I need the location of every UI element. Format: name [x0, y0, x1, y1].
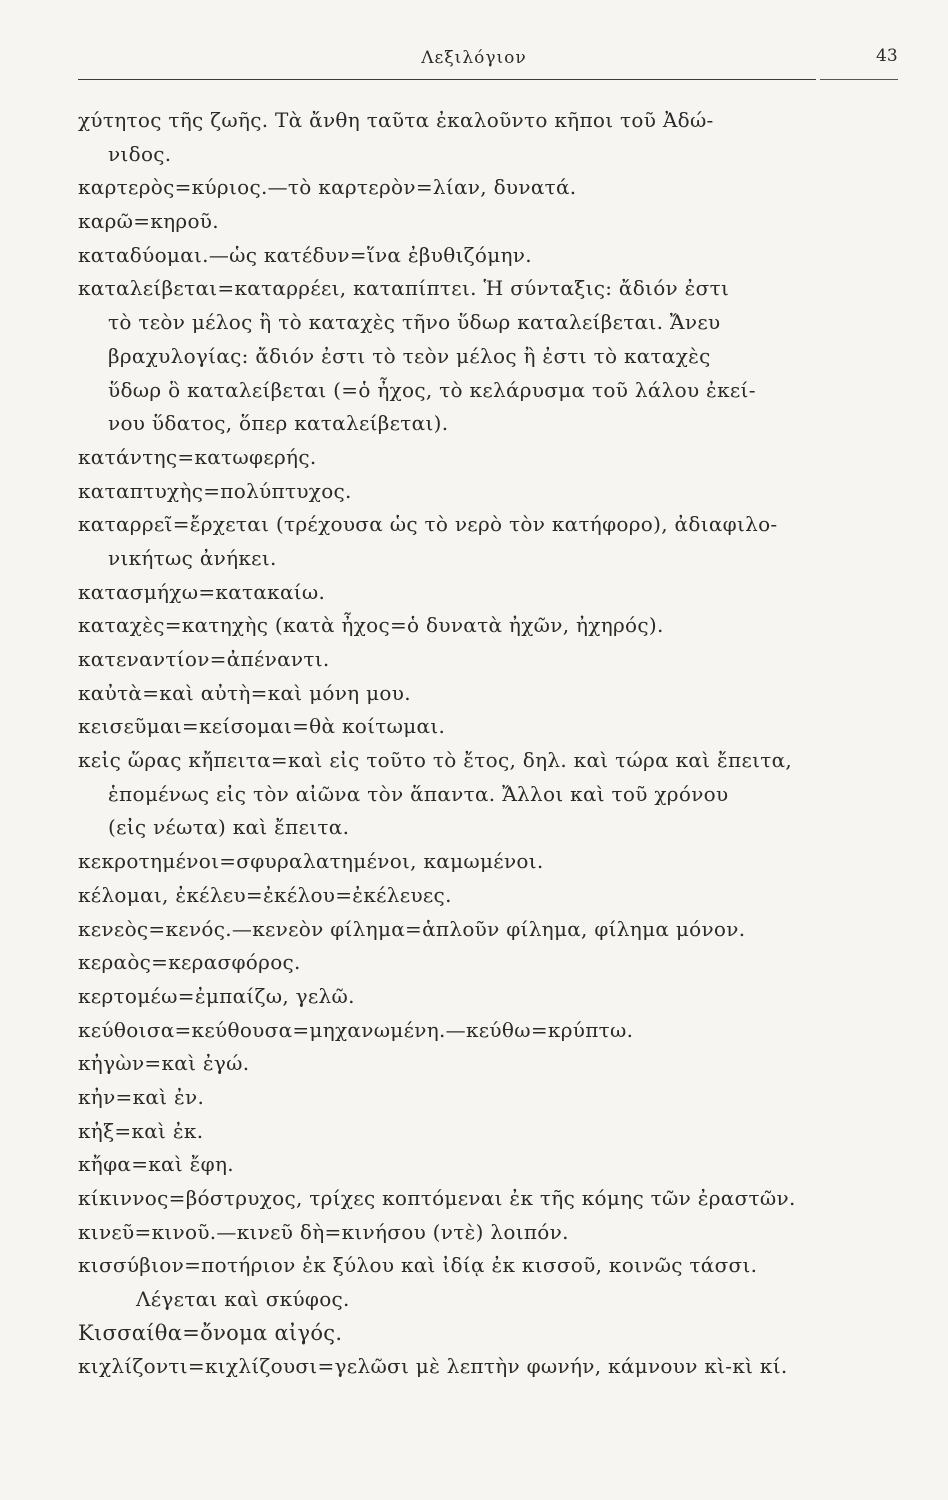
glossary-entry: καταπτυχὴς=πολύπτυχος.	[78, 478, 352, 503]
glossary-entry: κεισεῦμαι=κείσομαι=θὰ κοίτωμαι.	[78, 714, 446, 739]
header-rule	[78, 79, 816, 80]
text-line: νιδος.	[108, 141, 172, 166]
glossary-entry: κενεὸς=κενός.—κενεὸν φίλημα=ἁπλοῦν φίλημα, φίλημα μόνον.	[78, 916, 746, 941]
text-line: νικήτως ἀνήκει.	[108, 545, 277, 570]
text-line: τὸ τεὸν μέλος ἢ τὸ καταχὲς τῆνο ὕδωρ καταλείβεται. Ἄνευ	[108, 310, 721, 335]
glossary-entry: κινεῦ=κινοῦ.—κινεῦ δὴ=κινήσου (ντὲ) λοιπόν.	[78, 1219, 569, 1244]
glossary-entry: κεἰς ὥρας κἤπειτα=καὶ εἰς τοῦτο τὸ ἔτος, δηλ. καὶ τώρα καὶ ἔπειτα,	[78, 748, 793, 773]
running-header-title: Λεξιλόγιον	[421, 48, 527, 68]
glossary-entry: κἠξ=καὶ ἐκ.	[78, 1118, 204, 1143]
text-line: βραχυλογίας: ἄδιόν ἐστι τὸ τεὸν μέλος ἢ ἐστι τὸ καταχὲς	[108, 343, 711, 368]
text-line: (εἰς νέωτα) καὶ ἔπειτα.	[108, 815, 350, 840]
glossary-entry: καταρρεῖ=ἔρχεται (τρέχουσα ὡς τὸ νερὸ τὸν κατήφορο), ἀδιαφιλο-	[78, 512, 778, 537]
glossary-entry: κιχλίζοντι=κιχλίζουσι=γελῶσι μὲ λεπτὴν φωνήν, κάμνουν κὶ-κὶ κί.	[78, 1354, 788, 1379]
glossary-entry: Κισσαίθα=ὄνομα αἰγός.	[78, 1320, 343, 1345]
text-line: νου ὕδατος, ὅπερ καταλείβεται).	[108, 411, 449, 436]
glossary-entry: καταχὲς=κατηχὴς (κατὰ ἦχος=ὁ δυνατὰ ἠχῶν, ἠχηρός).	[78, 613, 664, 638]
glossary-entry: κἤφα=καὶ ἔφη.	[78, 1152, 234, 1177]
glossary-entry: καὐτὰ=καὶ αὐτὴ=καὶ μόνη μου.	[78, 680, 411, 705]
glossary-entry: κεκροτημένοι=σφυραλατημένοι, καμωμένοι.	[78, 849, 544, 874]
glossary-entry: κατασμήχω=κατακαίω.	[78, 579, 326, 604]
header-rule-short	[820, 79, 898, 80]
glossary-entry: καρῶ=κηροῦ.	[78, 209, 219, 234]
glossary-entry: καταλείβεται=καταρρέει, καταπίπτει. Ἡ σύνταξις: ἄδιόν ἐστι	[78, 276, 730, 301]
text-line: ὕδωρ ὃ καταλείβεται (=ὁ ἦχος, τὸ κελάρυσμα τοῦ λάλου ἐκεί-	[108, 377, 756, 402]
text-line: χύτητος τῆς ζωῆς. Τὰ ἄνθη ταῦτα ἐκαλοῦντο κῆποι τοῦ Ἀδώ-	[78, 108, 714, 132]
text-line: Λέγεται καὶ σκύφος.	[136, 1287, 350, 1312]
glossary-entry: κατεναντίον=ἀπέναντι.	[78, 647, 330, 671]
page-number: 43	[876, 46, 898, 66]
glossary-entry: καρτερὸς=κύριος.—τὸ καρτερὸν=λίαν, δυνατά.	[78, 175, 577, 200]
glossary-entry: κίκιννος=βόστρυχος, τρίχες κοπτόμεναι ἐκ τῆς κόμης τῶν ἐραστῶν.	[78, 1186, 796, 1210]
glossary-entry: κερτομέω=ἐμπαίζω, γελῶ.	[78, 983, 355, 1008]
glossary-entry: κισσύβιον=ποτήριον ἐκ ξύλου καὶ ἰδίᾳ ἐκ κισσοῦ, κοινῶς τάσσι.	[78, 1253, 758, 1278]
glossary-entry: κἠγὼν=καὶ ἐγώ.	[78, 1051, 250, 1076]
glossary-entry: κἠν=καὶ ἐν.	[78, 1084, 205, 1109]
glossary-entry: κέλομαι, ἐκέλευ=ἐκέλου=ἐκέλευες.	[78, 882, 452, 907]
glossary-entry: κατάντης=κατωφερής.	[78, 444, 317, 469]
text-line: ἑπομένως εἰς τὸν αἰῶνα τὸν ἅπαντα. Ἄλλοι καὶ τοῦ χρόνου	[108, 781, 729, 806]
glossary-entry: κεύθοισα=κεύθουσα=μηχανωμένη.—κεύθω=κρύπτω.	[78, 1017, 634, 1042]
glossary-entry: καταδύομαι.—ὡς κατέδυν=ἵνα ἐβυθιζόμην.	[78, 242, 532, 267]
glossary-entry: κεραὸς=κερασφόρος.	[78, 950, 301, 975]
glossary-text	[78, 104, 830, 1384]
